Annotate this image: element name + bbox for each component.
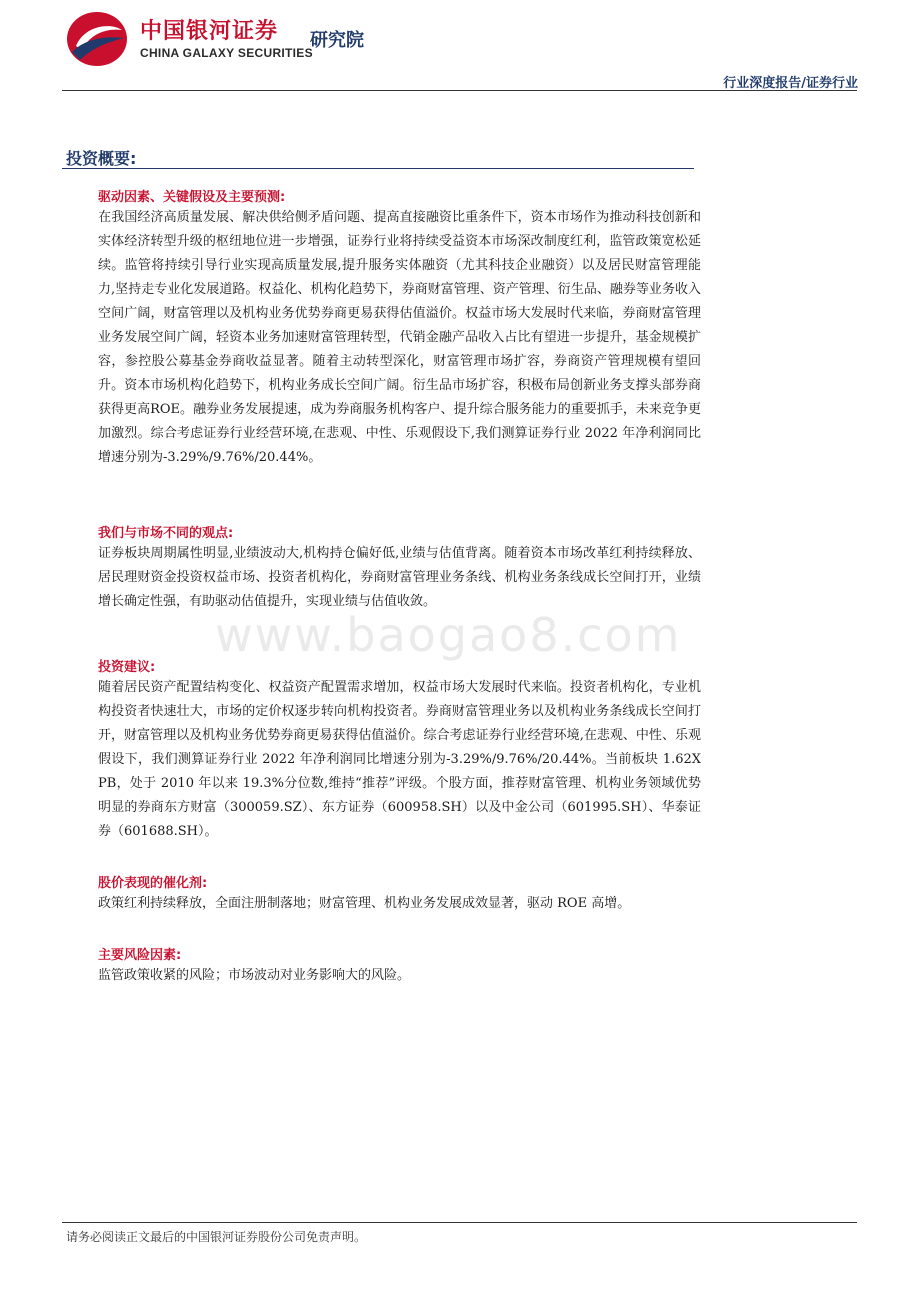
report-type-label: 行业深度报告/证券行业 [723, 76, 858, 91]
watermark: www.baogao8.com [215, 608, 682, 662]
header-divider [62, 90, 857, 91]
brand-name-cn: 中国银河证券 [140, 19, 279, 44]
subsection-title-views: 我们与市场不同的观点: [98, 526, 234, 541]
subsection-title-advice: 投资建议: [98, 660, 156, 675]
paragraph-views-text: 证券板块周期属性明显,业绩波动大,机构持仓偏好低,业绩与估值背离。随着资本市场改革红利持续释放、居民理财资金投资权益市场、投资者机构化，券商财富管理业务条线、机构业务条线成长空间打开，业绩增长确定性强，有助驱动估值提升，实现业绩与估值收敛。 [98, 546, 701, 609]
paragraph-advice-text: 随着居民资产配置结构变化、权益资产配置需求增加，权益市场大发展时代来临。投资者机构化，专业机构投资者快速壮大，市场的定价权逐步转向机构投资者。券商财富管理业务以及机构业务条线成长空间打开，财富管理以及机构业务优势券商更易获得估值溢价。综合考虑证券行业经营环境,在悲观、中性、乐观假设下，我们测算证券行业 2022 年净利润同比增速分别为-3.29%/9.76%/20.44%。当前板块 1.62X PB，处于 2010 年以来 19.3%分位数,维持“推荐”评级。个股方面，推荐财富管理、机构业务领域优势明显的券商东方财富（300059.SZ）、东方证券（600958.SH）以及中金公司（601995.SH）、华泰证券（601688.SH）。 [98, 680, 701, 839]
paragraph-views [98, 542, 701, 614]
subsection-title-drivers: 驱动因素、关键假设及主要预测: [98, 190, 286, 205]
subsection-title-risks: 主要风险因素: [98, 948, 182, 963]
footer-disclaimer: 请务必阅读正文最后的中国银河证券股份公司免责声明。 [66, 1230, 367, 1244]
paragraph-drivers-text: 在我国经济高质量发展、解决供给侧矛盾问题、提高直接融资比重条件下，资本市场作为推动科技创新和实体经济转型升级的枢纽地位进一步增强，证券行业将持续受益资本市场深改制度红利，监管政策宽松延续。监管将持续引导行业实现高质量发展,提升服务实体融资（尤其科技企业融资）以及居民财富管理能力,坚持走专业化发展道路。权益化、机构化趋势下，券商财富管理、资产管理、衍生品、融券等业务收入空间广阔，财富管理以及机构业务优势券商更易获得估值溢价。权益市场大发展时代来临，券商财富管理业务发展空间广阔，轻资本业务加速财富管理转型，代销金融产品收入占比有望进一步提升，基金规模扩容，参控股公募基金券商收益显著。随着主动转型深化，财富管理市场扩容，券商资产管理规模有望回升。资本市场机构化趋势下，机构业务成长空间广阔。衍生品市场扩容，积极布局创新业务支撑头部券商获得更高ROE。融券业务发展提速，成为券商服务机构客户、提升综合服务能力的重要抓手，未来竞争更加激烈。综合考虑证券行业经营环境,在悲观、中性、乐观假设下,我们测算证券行业 2022 年净利润同比增速分别为-3.29%/9.76%/20.44%。 [98, 210, 701, 465]
paragraph-risks-text: 监管政策收紧的风险；市场波动对业务影响大的风险。 [98, 968, 411, 983]
paragraph-drivers [98, 206, 701, 470]
paragraph-risks [98, 964, 701, 988]
paragraph-catalysts-text: 政策红利持续释放，全面注册制落地；财富管理、机构业务发展成效显著，驱动 ROE 高增。 [98, 896, 631, 911]
footer-divider [62, 1222, 857, 1223]
subsection-title-catalysts: 股价表现的催化剂: [98, 876, 208, 891]
paragraph-catalysts [98, 892, 701, 916]
section-title: 投资概要: [66, 149, 137, 168]
paragraph-advice [98, 676, 701, 844]
institute-label: 研究院 [310, 30, 364, 51]
section-divider [62, 168, 694, 169]
brand-name-en: CHINA GALAXY SECURITIES [140, 46, 313, 60]
company-logo [62, 8, 132, 70]
